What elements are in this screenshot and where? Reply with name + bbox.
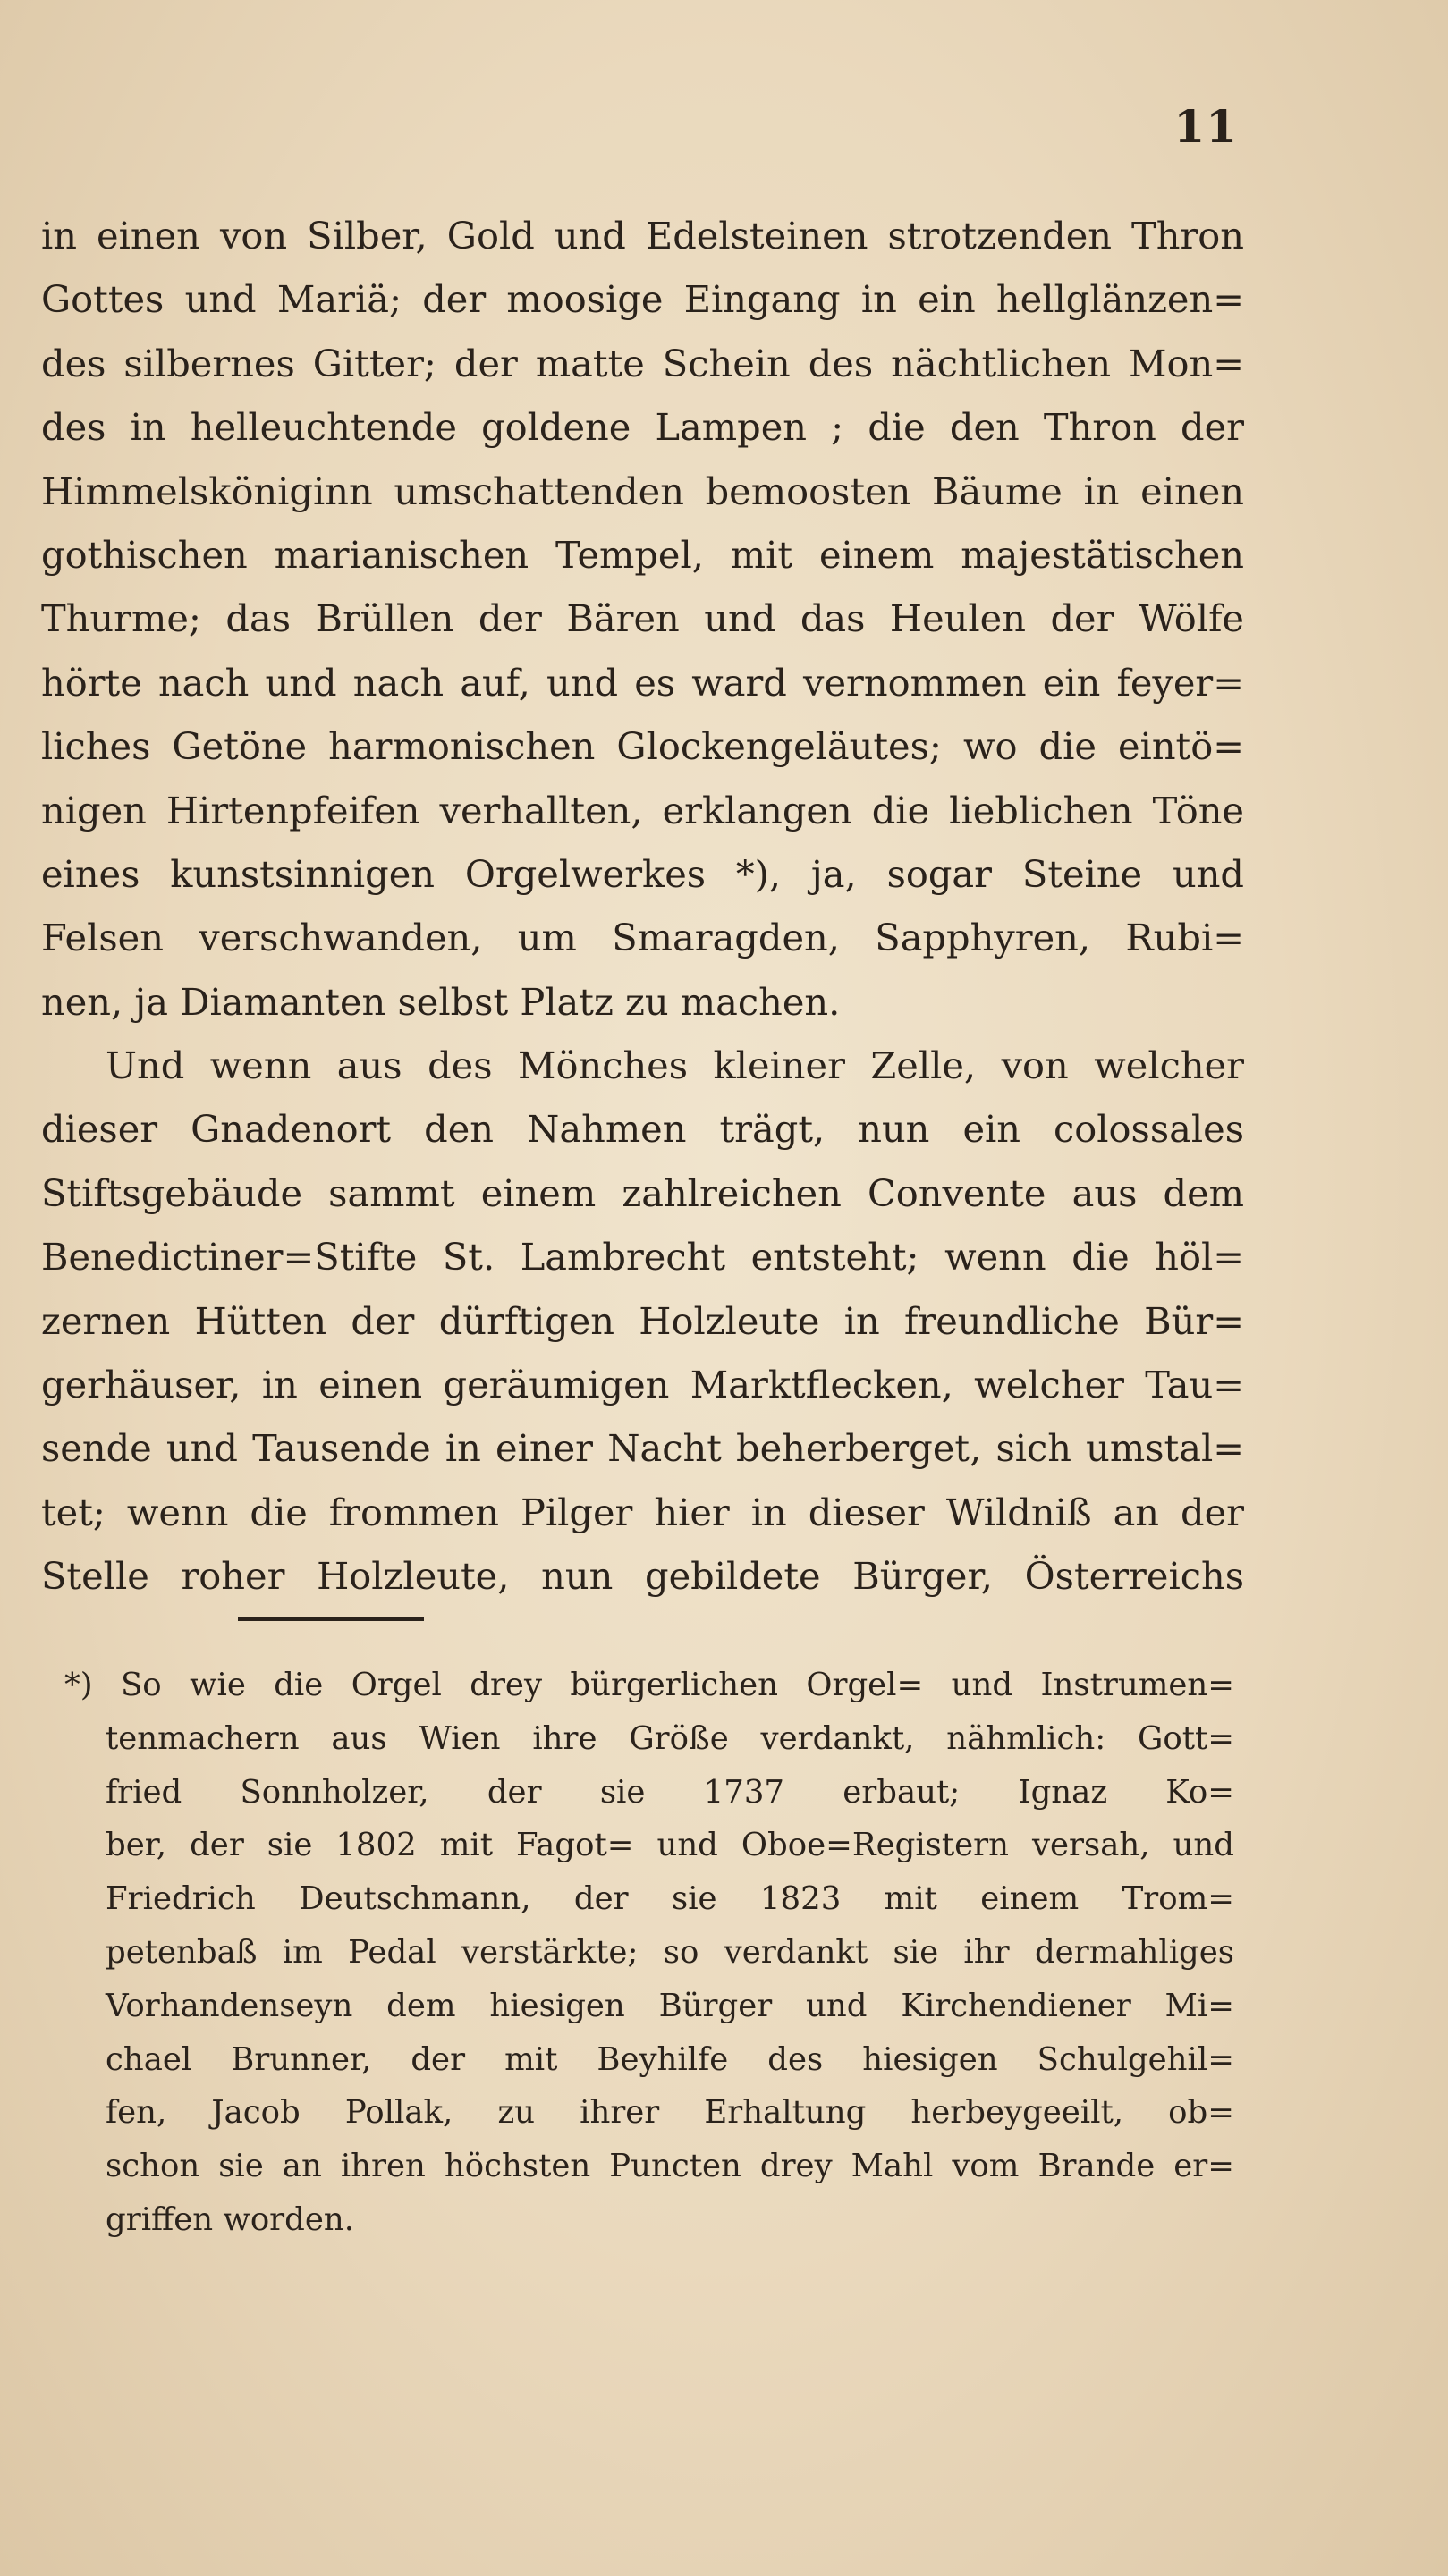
text-line: Thurme; das Brüllen der Bären und das Heulen der Wölfe xyxy=(41,596,1244,641)
text-line: des silbernes Gitter; der matte Schein des nächtlichen Mon= xyxy=(41,341,1244,385)
text-line: sende und Tausende in einer Nacht beherberget, sich umstal= xyxy=(41,1426,1244,1471)
text-line: des in helleuchtende goldene Lampen ; die den Thron der xyxy=(41,405,1244,450)
text-line: hörte nach und nach auf, und es ward vernommen ein feyer= xyxy=(41,660,1244,705)
footnote-separator-rule xyxy=(238,1617,424,1621)
text-line: nigen Hirtenpfeifen verhallten, erklangen die lieblichen Töne xyxy=(41,788,1244,832)
text-line: Himmelsköniginn umschattenden bemoosten Bäume in einen xyxy=(41,469,1244,513)
page-number: 11 xyxy=(1173,100,1238,153)
text-line: Felsen verschwanden, um Smaragden, Sapphyren, Rubi= xyxy=(41,916,1244,960)
footnote-line: schon sie an ihren höchsten Puncten drey Mahl vom Brande er= xyxy=(106,2148,1234,2185)
text-line: gerhäuser, in einen geräumigen Marktflecken, welcher Tau= xyxy=(41,1363,1244,1407)
text-line-paragraph-start: Und wenn aus des Mönches kleiner Zelle, von welcher xyxy=(106,1043,1244,1088)
text-line: zernen Hütten der dürftigen Holzleute in freundliche Bür= xyxy=(41,1298,1244,1343)
footnote-line: *) So wie die Orgel drey bürgerlichen Orgel= und Instrumen= xyxy=(64,1667,1234,1703)
main-text xyxy=(41,204,1244,1609)
footnote-line: fried Sonnholzer, der sie 1737 erbaut; Ignaz Ko= xyxy=(106,1773,1234,1811)
text-line: dieser Gnadenort den Nahmen trägt, nun ein colossales xyxy=(41,1107,1244,1152)
text-line: in einen von Silber, Gold und Edelsteinen strotzenden Thron xyxy=(41,214,1244,258)
text-line: Benedictiner=Stifte St. Lambrecht entsteht; wenn die höl= xyxy=(41,1235,1244,1280)
text-line: tet; wenn die frommen Pilger hier in dieser Wildniß an der xyxy=(41,1490,1244,1534)
text-line-paragraph-end: nen, ja Diamanten selbst Platz zu machen. xyxy=(41,979,841,1024)
footnote xyxy=(64,1659,1234,2247)
text-line: eines kunstsinnigen Orgelwerkes *), ja, sogar Steine und xyxy=(41,851,1244,896)
text-line: Stelle roher Holzleute, nun gebildete Bürger, Österreichs xyxy=(41,1554,1244,1599)
footnote-line: Friedrich Deutschmann, der sie 1823 mit einem Trom= xyxy=(106,1880,1234,1918)
footnote-line: ber, der sie 1802 mit Fagot= und Oboe=Registern versah, und xyxy=(106,1827,1234,1864)
text-line: Stiftsgebäude sammt einem zahlreichen Convente aus dem xyxy=(41,1170,1244,1215)
footnote-line: petenbaß im Pedal verstärkte; so verdankt sie ihr dermahliges xyxy=(106,1933,1234,1971)
footnote-line: fen, Jacob Pollak, zu ihrer Erhaltung herbeygeeilt, ob= xyxy=(106,2094,1234,2132)
text-line: Gottes und Mariä; der moosige Eingang in ein hellglänzen= xyxy=(41,277,1244,322)
footnote-line: chael Brunner, der mit Beyhilfe des hiesigen Schulgehil= xyxy=(106,2040,1234,2078)
text-line: gothischen marianischen Tempel, mit einem majestätischen xyxy=(41,532,1244,577)
footnote-line: tenmachern aus Wien ihre Größe verdankt, nähmlich: Gott= xyxy=(106,1719,1234,1757)
footnote-line: Vorhandenseyn dem hiesigen Bürger und Kirchendiener Mi= xyxy=(106,1987,1234,2024)
text-line: liches Getöne harmonischen Glockengeläutes; wo die eintö= xyxy=(41,724,1244,769)
footnote-line-end: griffen worden. xyxy=(106,2200,355,2238)
